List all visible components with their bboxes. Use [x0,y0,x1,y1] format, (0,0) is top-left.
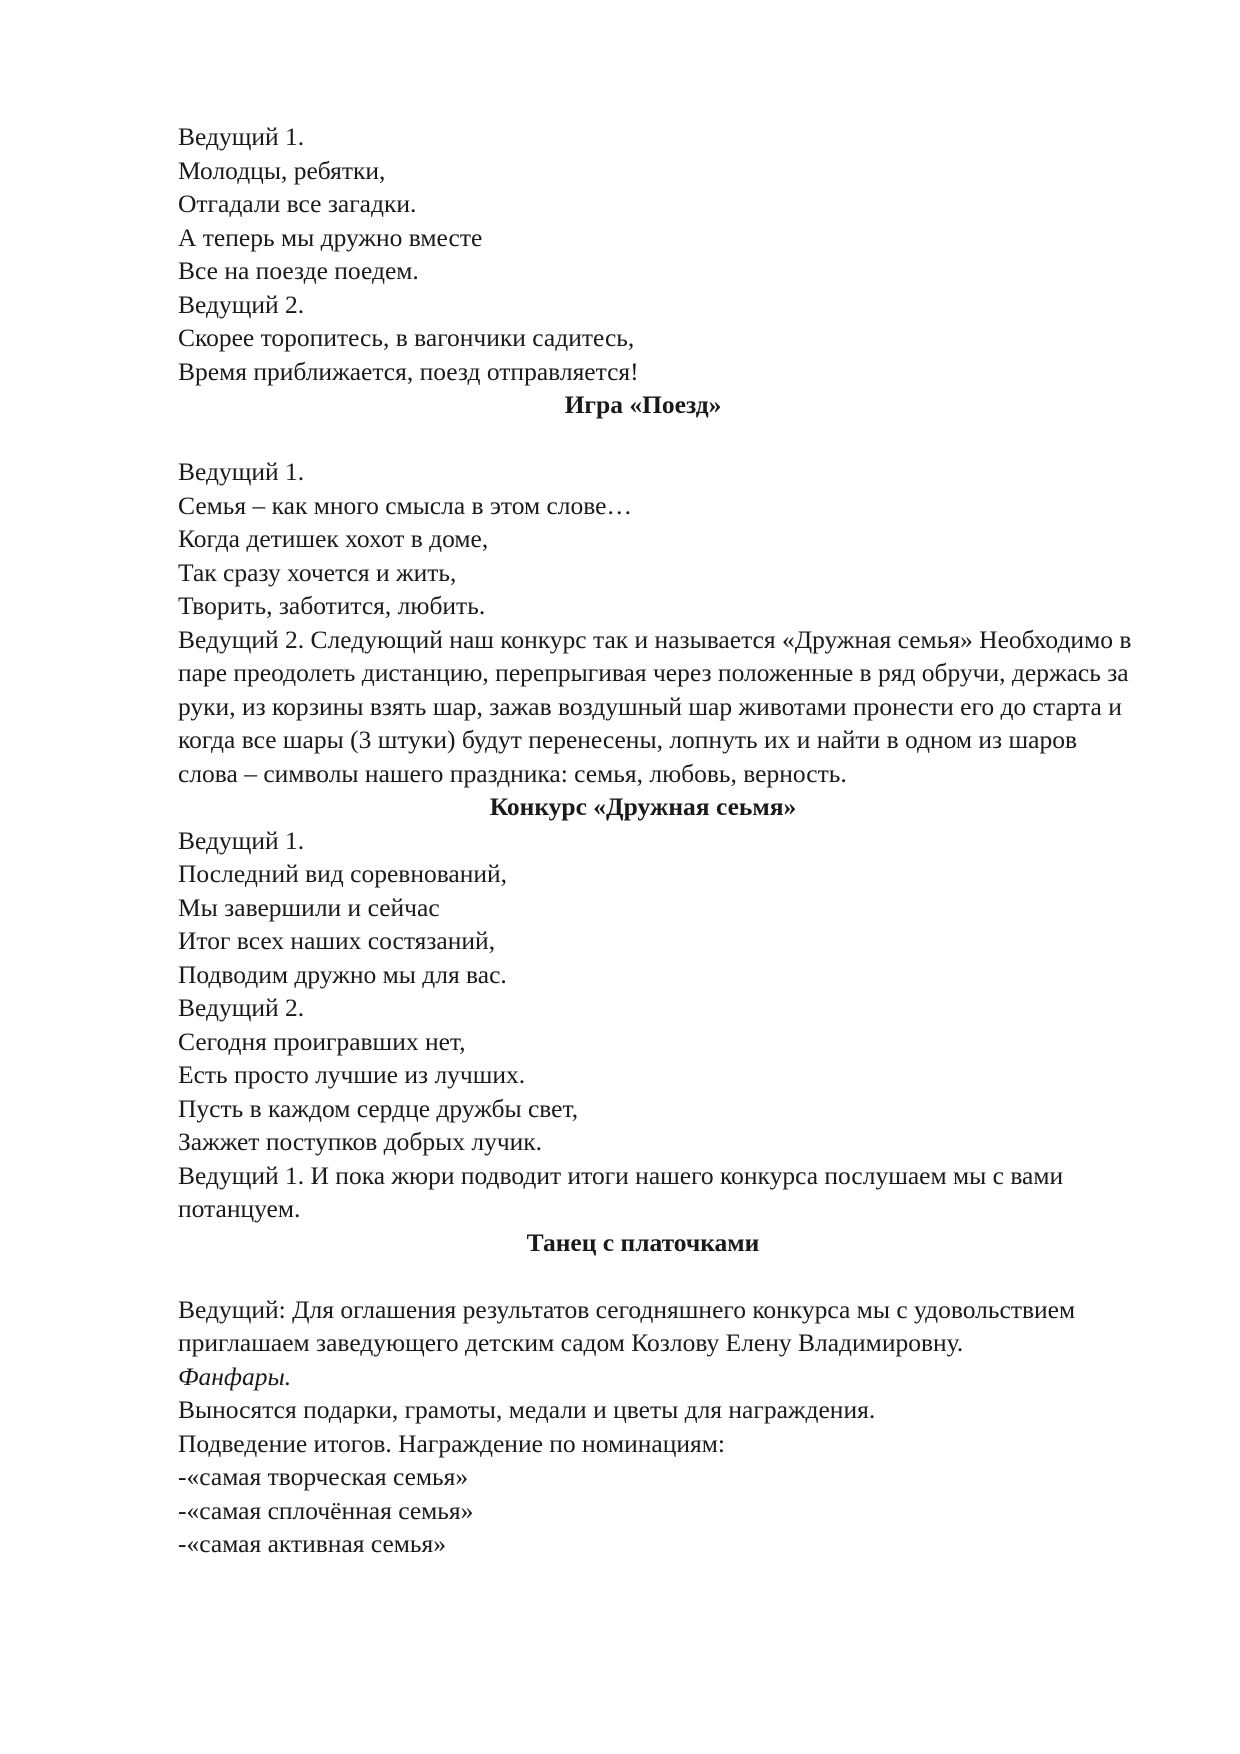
text-line: Подведение итогов. Награждение по номинациям: [178,1428,725,1458]
fanfare-line: Фанфары. [178,1361,292,1391]
text-line: Мы завершили и сейчас [178,892,440,922]
text-line: Все на поезде поедем. [178,256,419,285]
document-body [178,120,1138,1561]
blank-line [178,422,1138,456]
results-paragraph: Ведущий: Для оглашения результатов сегодняшнего конкурса мы с удовольствием приглашаем заведующего детским садом Козлову Елену Владимировну. [178,1294,1076,1357]
text-line: Пусть в каждом сердце дружбы свет, [178,1093,579,1123]
section-heading-contest-family: Конкурс «Дружная сеьмя» [489,792,797,821]
nomination-item: -«самая творческая семья» [178,1462,469,1491]
section-heading-dance: Танец с платочками [526,1227,760,1257]
section-heading-game-train: Игра «Поезд» [564,390,722,419]
text-line: Молодцы, ребятки, [178,155,386,185]
text-line: Ведущий 1. [178,122,305,151]
text-line: Выносятся подарки, грамоты, медали и цветы для награждения. [178,1395,876,1424]
text-line: Скорее торопитесь, в вагончики садитесь, [178,323,635,352]
text-line: Отгадали все загадки. [178,189,417,218]
text-line: Ведущий 1. [178,825,305,855]
text-line: Зажжет поступков добрых лучик. [178,1127,543,1156]
text-line: Ведущий 2. [178,289,305,319]
nomination-item: -«самая активная семья» [178,1529,447,1558]
contest-description-paragraph: Ведущий 2. Следующий наш конкурс так и называется «Дружная семья» Необходимо в паре преодолеть дистанцию, перепрыгивая через положенные в ряд обручи, держась за руки, из корзины взять шар, зажав воздушный шар животами пронести его до старта и когда все шары (3 штуки) будут перенесены, лопнуть их и найти в одном из шаров слова – символы нашего праздника: семья, любовь, верность. [178,624,1132,788]
jury-paragraph: Ведущий 1. И пока жюри подводит итоги нашего конкурса послушаем мы с вами потанцуем. [178,1160,1064,1223]
text-line: Время приближается, поезд отправляется! [178,356,639,386]
text-line: Когда детишек хохот в доме, [178,524,489,553]
text-line: Творить, заботится, любить. [178,591,486,620]
text-line: Подводим дружно мы для вас. [178,959,507,989]
text-line: Семья – как много смысла в этом слове… [178,490,632,520]
text-line: Так сразу хочется и жить, [178,557,457,587]
text-line: Ведущий 2. [178,993,305,1022]
nomination-item: -«самая сплочённая семья» [178,1495,474,1525]
text-line: Есть просто лучшие из лучших. [178,1060,526,1089]
text-line: Итог всех наших состязаний, [178,926,496,955]
text-line: Сегодня проигравших нет, [178,1026,466,1056]
blank-line [178,1259,1138,1293]
text-line: Ведущий 1. [178,457,305,486]
text-line: Последний вид соревнований, [178,859,508,888]
text-line: А теперь мы дружно вместе [178,222,483,252]
